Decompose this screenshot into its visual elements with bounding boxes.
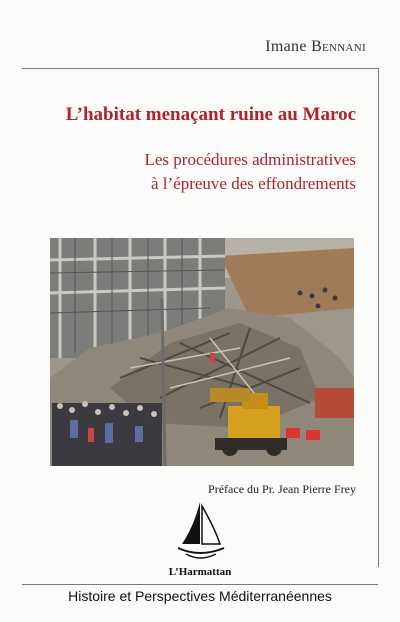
publisher-logo: [160, 500, 240, 578]
author-name: [265, 38, 366, 56]
sailboat-icon: [160, 500, 240, 564]
author-last-name: Bennani: [311, 38, 366, 55]
collapse-scene-illustration: [50, 238, 354, 466]
publisher-name: L’Harmattan: [168, 566, 232, 578]
subtitle-line-2: à l’épreuve des effondrements: [150, 174, 356, 193]
author-first-name: Imane: [265, 38, 307, 55]
preface-credit: Préface du Pr. Jean Pierre Frey: [208, 482, 356, 496]
book-subtitle: [145, 148, 357, 196]
subtitle-line-1: Les procédures administratives: [144, 150, 356, 169]
collection-name: Histoire et Perspectives Méditerranéennes: [22, 584, 378, 604]
book-title: L’habitat menaçant ruine au Maroc: [65, 104, 356, 125]
cover-photo: [50, 238, 354, 466]
